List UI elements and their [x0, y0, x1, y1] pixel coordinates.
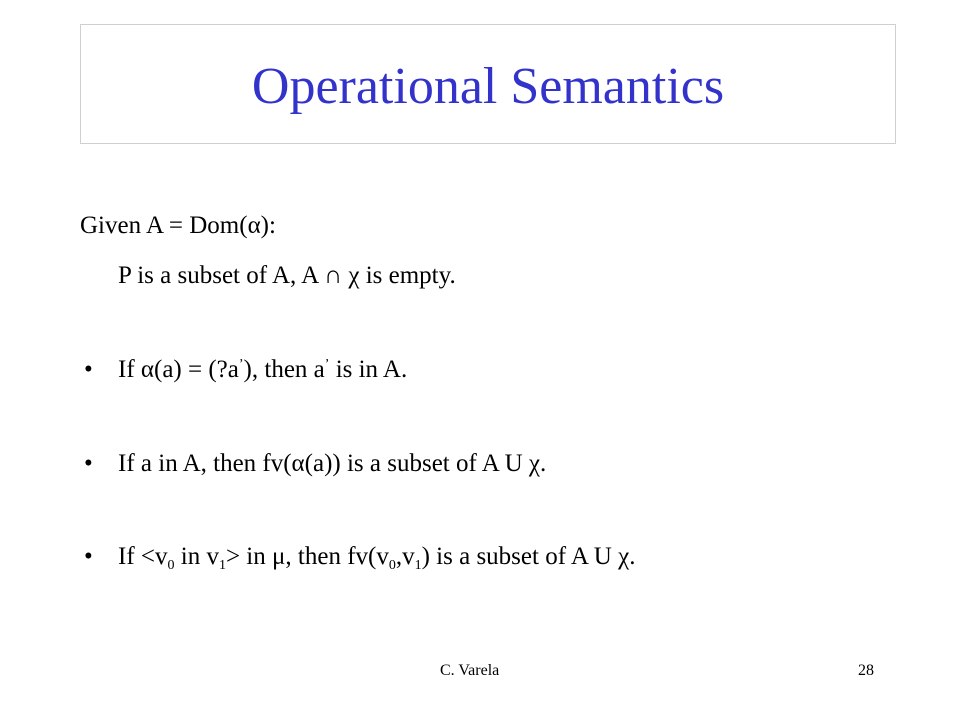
- prime-mark: ’: [238, 357, 244, 372]
- bullet-item-1: [118, 356, 407, 384]
- bullet-3-text-d: ,v: [395, 543, 415, 570]
- bullet-marker: •: [84, 543, 93, 570]
- prime-mark: ’: [324, 357, 330, 372]
- bullet-1-text-c: is in A.: [329, 356, 408, 383]
- bullet-3-text-b: in v: [174, 543, 219, 570]
- bullet-3-text-a: If <v: [118, 543, 168, 570]
- subscript: 0: [388, 558, 396, 573]
- subscript: 0: [167, 558, 175, 573]
- slide-title: Operational Semantics: [251, 57, 725, 115]
- given-detail: P is a subset of A, A ∩ χ is empty.: [118, 262, 456, 289]
- given-heading: Given A = Dom(α):: [80, 212, 276, 239]
- bullet-marker: •: [84, 450, 93, 477]
- title-frame: [80, 24, 896, 144]
- bullet-1-text-b: ), then a: [243, 356, 325, 383]
- footer-author: C. Varela: [440, 662, 500, 679]
- subscript: 1: [414, 558, 422, 573]
- bullet-item-2: If a in A, then fv(α(a)) is a subset of A U χ.: [118, 450, 547, 477]
- footer-page-number: 28: [858, 662, 874, 679]
- bullet-3-text-e: ) is a subset of A U χ.: [421, 543, 636, 570]
- bullet-1-text-a: If α(a) = (?a: [118, 356, 239, 383]
- bullet-item-3: [118, 543, 635, 574]
- bullet-marker: •: [84, 356, 93, 383]
- subscript: 1: [218, 558, 226, 573]
- bullet-3-text-c: > in μ, then fv(v: [225, 543, 389, 570]
